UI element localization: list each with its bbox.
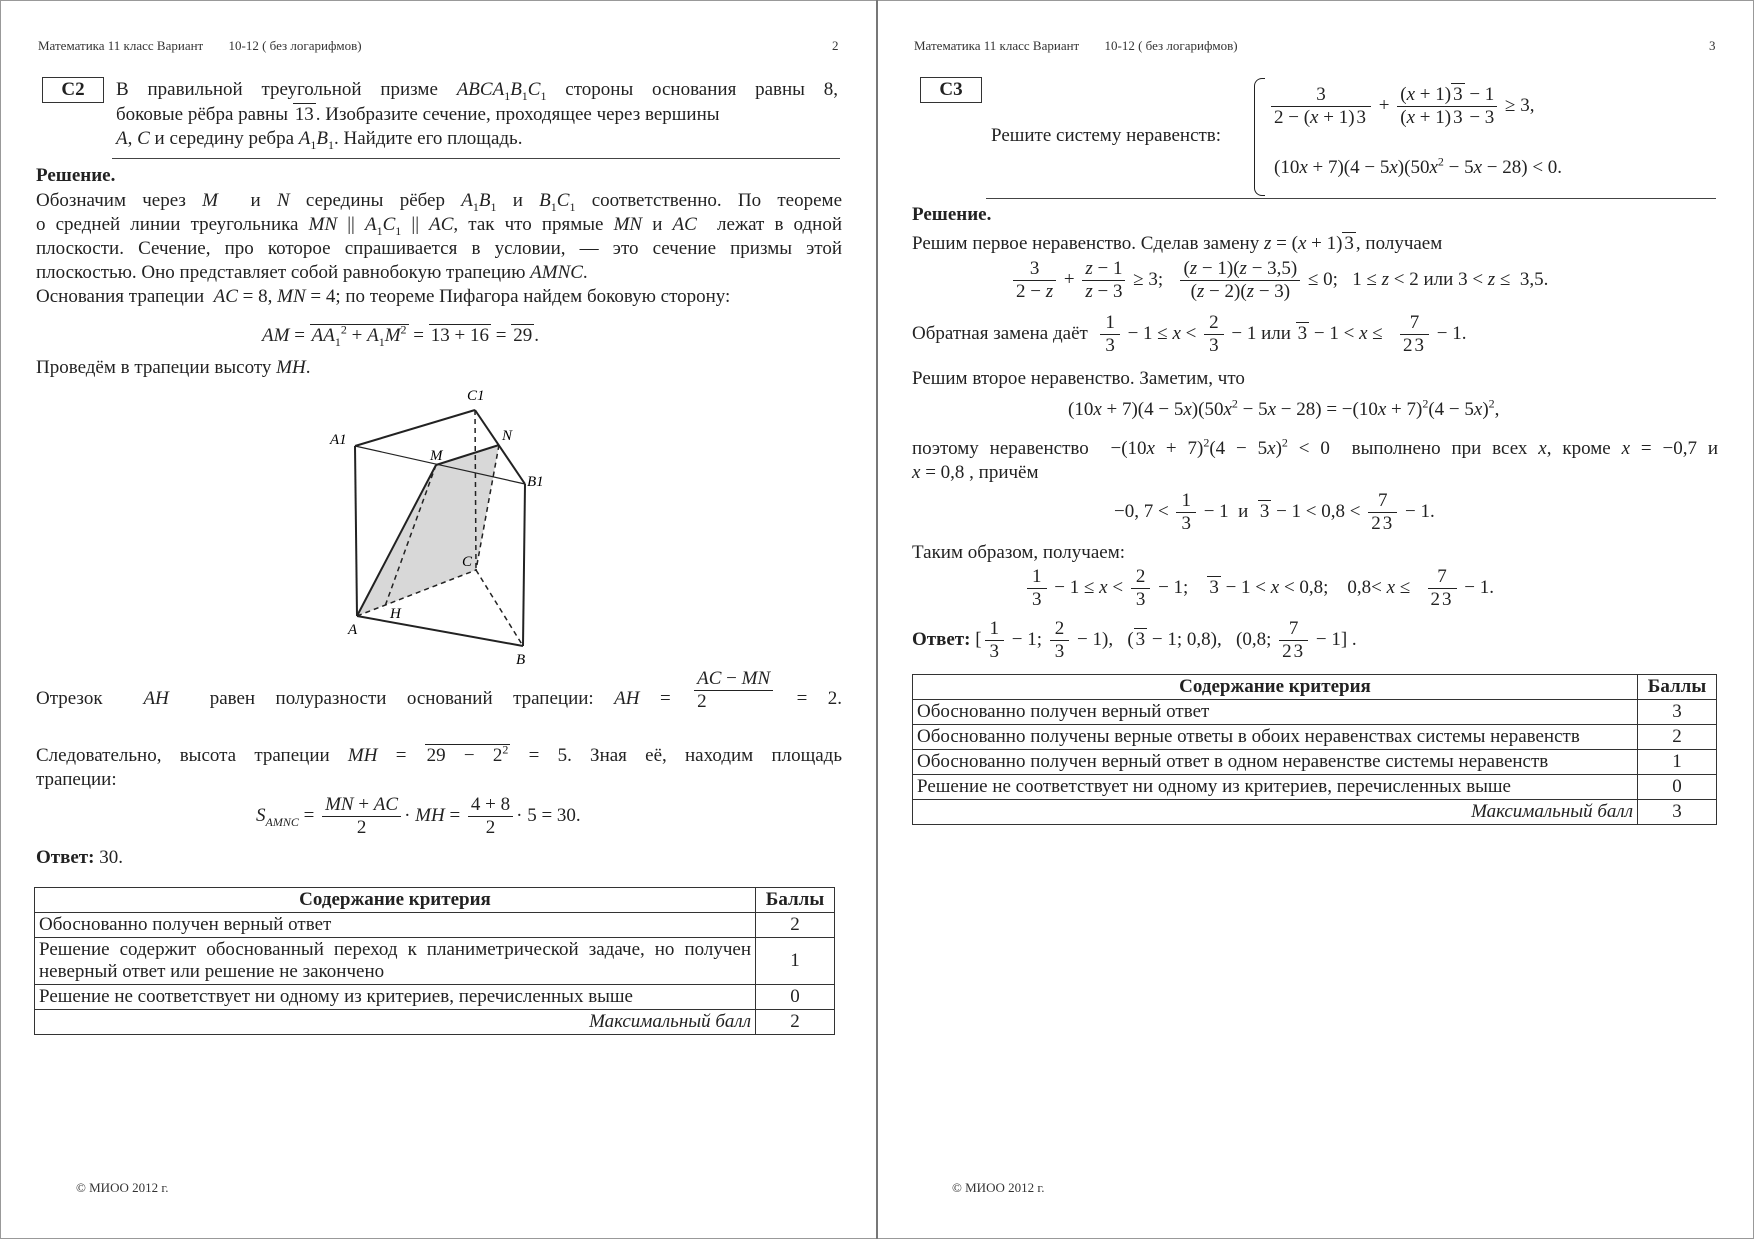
label-a1: A1	[330, 432, 347, 448]
table-row	[913, 725, 1717, 750]
page-number: 2	[832, 38, 839, 53]
max-label: Максимальный балл	[35, 1010, 756, 1035]
label-c1: C1	[467, 388, 485, 404]
c3-step-2: Решим второе неравенство. Заметим, что	[912, 368, 1245, 389]
section-trapezoid	[357, 445, 499, 616]
criteria-text: Обоснованно получены верные ответы в обоих неравенствах системы неравенств	[913, 725, 1638, 750]
label-h: H	[390, 606, 401, 622]
c2-problem-text-2: боковые рёбра равны 13 . Изобразите сечение, проходящее через вершины A, C и середину ребра $A_1B_1$. Найдите его площадь.	[116, 104, 720, 152]
edge-bb1	[523, 484, 525, 646]
c3-result: $\frac{1}{3}$ − 1 ≤ x < $\frac{2}{3}$ − 1; 3 − 1 < x < 0,8; 0,8< x ≤ $\frac{7}{2 3}$ − 1.	[1024, 566, 1494, 611]
max-points: 2	[756, 1010, 835, 1035]
criteria-text: Обоснованно получен верный ответ	[35, 913, 756, 938]
edge-ab	[357, 616, 523, 646]
page-header	[914, 38, 1238, 54]
c2-problem-text: В правильной треугольной призме $ABCA_1B_1C_1$ стороны основания равны 8,	[116, 79, 838, 103]
page-footer: © МИОО 2012 г.	[952, 1180, 1045, 1195]
table-row	[35, 913, 835, 938]
header-subject: Математика 11 класс Вариант	[914, 38, 1080, 53]
c3-inequality-1: $\frac{3}{2 - (x + 1) 3}$ + $\frac{(x + 1) 3 - 1}{(x + 1) 3 - 3}$ ≥ 3,	[1268, 84, 1534, 129]
c3-inequality-2: $(10x + 7)(4 - 5x)(50x^2 - 5x - 28) < 0$.	[1274, 154, 1563, 178]
right-page	[878, 0, 1754, 1239]
edge-aa1	[355, 446, 357, 616]
c3-formula-z: $\frac{3}{2 - z}$ + $\frac{z - 1}{z - 3}$ ≥ 3; $\frac{(z - 1)(z - 3,5)}{(z - 2)(z - 3)}$ ≤ 0; 1 ≤ z < 2 или 3 < z ≤ 3,5.	[1010, 258, 1548, 303]
criteria-points: 0	[756, 985, 835, 1010]
max-points: 3	[1638, 800, 1717, 825]
c2-answer: Ответ: 30.	[36, 847, 123, 868]
c2-criteria-table	[34, 887, 835, 1035]
label-c: C	[462, 554, 473, 570]
page-header	[38, 38, 362, 54]
c2-ah-text: Отрезок AH равен полуразности оснований трапеции: AH = $\frac{AC - MN}{2}$ = 2.	[36, 668, 843, 712]
criteria-points: 1	[1638, 750, 1717, 775]
label-a: A	[348, 622, 358, 638]
table-row-max	[913, 800, 1717, 825]
criteria-text: Обоснованно получен верный ответ в одном неравенстве системы неравенств	[913, 750, 1638, 775]
page-footer: © МИОО 2012 г.	[76, 1180, 169, 1195]
task-tag-c3: С3	[920, 77, 982, 103]
label-m: M	[430, 448, 443, 464]
label-b: B	[516, 652, 526, 668]
table-row	[35, 938, 835, 985]
criteria-text: Решение содержит обоснованный переход к планиметрической задаче, но получен неверный ответ или решение не закончено	[35, 938, 756, 985]
c3-identity: $(10x + 7)(4 - 5x)(50x^2 - 5x - 28) = -(10x + 7)^2(4 - 5x)^2$,	[1068, 396, 1500, 420]
c3-criteria-table	[912, 674, 1717, 825]
c2-height-text: Проведём в трапеции высоту MH.	[36, 357, 311, 378]
c3-answer: Ответ: [ $\frac{1}{3}$ − 1; $\frac{2}{3}$ − 1), ( 3 − 1; 0,8), (0,8; $\frac{7}{2 3}$ − 1] .	[912, 618, 1357, 662]
table-header-row	[913, 675, 1717, 700]
max-label: Максимальный балл	[913, 800, 1638, 825]
header-subject: Математика 11 класс Вариант	[38, 38, 204, 53]
edge-a1c1	[355, 410, 475, 446]
label-b1: B1	[527, 474, 544, 490]
prism-figure	[320, 380, 560, 670]
criteria-text: Решение не соответствует ни одному из критериев, перечисленных выше	[35, 985, 756, 1010]
edge-cb	[476, 570, 523, 646]
table-row-max	[35, 1010, 835, 1035]
header-content: Содержание критерия	[913, 675, 1638, 700]
header-content: Содержание критерия	[35, 888, 756, 913]
criteria-points: 0	[1638, 775, 1717, 800]
c2-solution-heading: Решение.	[36, 165, 116, 186]
left-page	[0, 0, 876, 1239]
task-tag-c2: С2	[42, 77, 104, 103]
c3-reverse-sub: Обратная замена даёт $\frac{1}{3}$ − 1 ≤ x < $\frac{2}{3}$ − 1 или 3 − 1 < x ≤ $\frac{7}{2 3}$ − 1.	[912, 312, 1467, 356]
criteria-points: 2	[1638, 725, 1717, 750]
c3-problem-underline	[986, 198, 1716, 199]
c3-step-1: Решим первое неравенство. Сделав замену z = (x + 1) 3 , получаем	[912, 233, 1443, 254]
c2-area-formula: $S_{AMNC}$ = $\frac{MN + AC}{2}$ · MH = $\frac{4 + 8}{2}$ · 5 = 30.	[256, 794, 581, 838]
criteria-points: 1	[756, 938, 835, 985]
c2-mh-text: Следовательно, высота трапеции MH = $29 - 2^2 = 5$. Зная её, находим площадь трапеции:	[36, 742, 842, 790]
criteria-points: 2	[756, 913, 835, 938]
system-brace	[1254, 78, 1265, 196]
header-points: Баллы	[756, 888, 835, 913]
c3-step-3: поэтому неравенство $-(10x + 7)^2(4 - 5x)^2 < 0$ выполнено при всех x, кроме x = −0,7 и x = 0,8 , причём	[912, 435, 1719, 483]
criteria-text: Обоснованно получен верный ответ	[913, 700, 1638, 725]
header-points: Баллы	[1638, 675, 1717, 700]
c3-system-intro: Решите систему неравенств:	[991, 125, 1222, 146]
header-variant: 10-12 ( без логарифмов)	[1104, 38, 1238, 53]
table-row	[913, 750, 1717, 775]
table-row	[913, 775, 1717, 800]
c2-solution-text: Обозначим через M и N середины рёбер $A_1B_1$ и $B_1C_1$ соответственно. По теореме о средней линии треугольника MN || $A_1C_1$ || AC, так что прямые MN и AC лежат в одной плоскости. Сечение, про которое спрашивается в условии, — это сечение призмы этой плоскостью. Оно представляет собой равнобокую трапецию AMNC. Основания трапеции AC = 8, MN = 4; по теореме Пифагора найдем боковую сторону:	[36, 190, 843, 307]
page-number: 3	[1709, 38, 1716, 53]
criteria-text: Решение не соответствует ни одному из критериев, перечисленных выше	[913, 775, 1638, 800]
header-variant: 10-12 ( без логарифмов)	[228, 38, 362, 53]
c3-compare: −0, 7 < $\frac{1}{3}$ − 1 и 3 − 1 < 0,8 < $\frac{7}{2 3}$ − 1.	[1114, 490, 1435, 534]
c2-formula-am: AM = $AA_1^2 + A_1M^2 = 13 + 16 = 29$ .	[262, 322, 539, 349]
table-header-row	[35, 888, 835, 913]
table-row	[35, 985, 835, 1010]
table-row	[913, 700, 1717, 725]
c2-problem-underline	[112, 158, 840, 159]
c3-step-4: Таким образом, получаем:	[912, 542, 1126, 563]
label-n: N	[502, 428, 513, 444]
criteria-points: 3	[1638, 700, 1717, 725]
c3-solution-heading: Решение.	[912, 204, 992, 225]
